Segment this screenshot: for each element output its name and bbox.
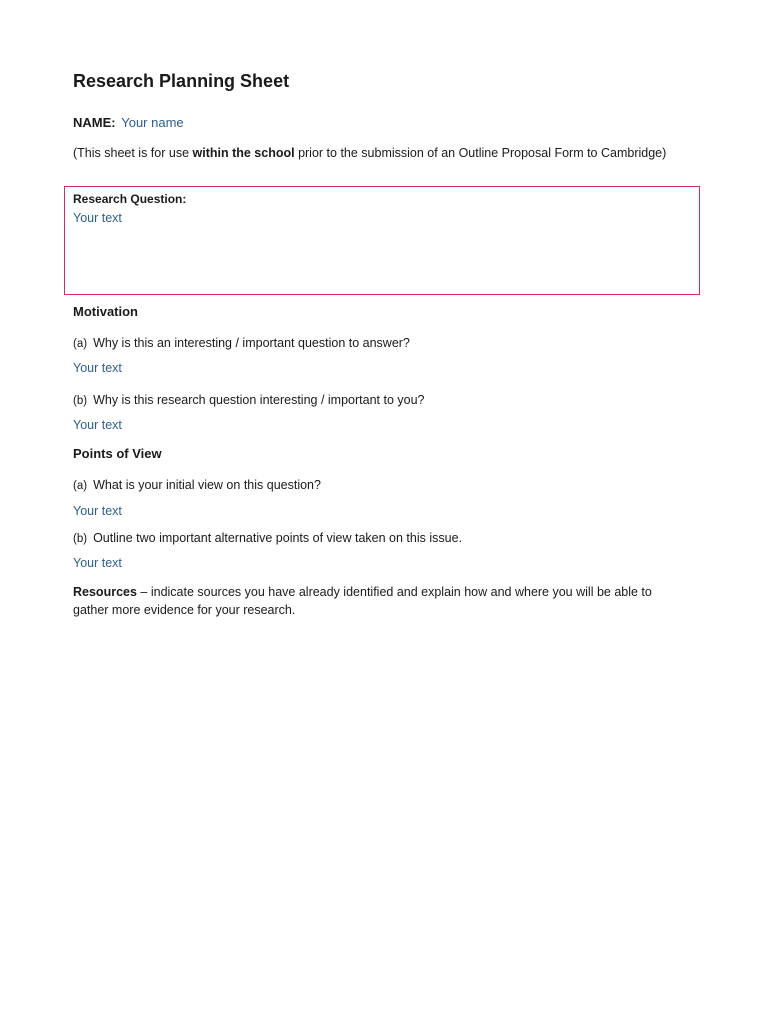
- question-marker: (a): [73, 480, 88, 492]
- question-marker: (b): [73, 533, 88, 545]
- question-text: Why is this research question interesting / important to you?: [93, 393, 425, 407]
- research-question-field[interactable]: Your text: [73, 211, 122, 225]
- name-field[interactable]: Your name: [121, 115, 184, 130]
- question-text: Why is this an interesting / important question to answer?: [93, 336, 410, 350]
- intro-prefix: (This sheet is for use: [73, 146, 193, 160]
- intro-note: [73, 146, 666, 160]
- motivation-answer-b-field[interactable]: Your text: [73, 418, 122, 432]
- pov-question-a: [73, 478, 321, 492]
- pov-answer-a-field[interactable]: Your text: [73, 504, 122, 518]
- question-text: What is your initial view on this question?: [93, 478, 321, 492]
- motivation-question-b: [73, 393, 424, 407]
- motivation-answer-a-field[interactable]: Your text: [73, 361, 122, 375]
- resources-paragraph: [73, 583, 673, 619]
- motivation-question-a: [73, 336, 410, 350]
- pov-question-b: [73, 531, 462, 545]
- motivation-heading: Motivation: [73, 304, 138, 319]
- name-row: [73, 115, 184, 130]
- intro-suffix: prior to the submission of an Outline Proposal Form to Cambridge): [294, 146, 667, 160]
- resources-text: – indicate sources you have already identified and explain how and where you will be able to gather more evidence for your research.: [73, 585, 652, 617]
- question-marker: (a): [73, 338, 88, 350]
- name-label: NAME:: [73, 115, 116, 130]
- question-marker: (b): [73, 395, 88, 407]
- points-of-view-heading: Points of View: [73, 446, 162, 461]
- resources-label: Resources: [73, 585, 137, 599]
- pov-answer-b-field[interactable]: Your text: [73, 556, 122, 570]
- page-title: Research Planning Sheet: [73, 71, 290, 91]
- intro-bold: within the school: [192, 146, 295, 160]
- research-question-box: [64, 186, 700, 295]
- research-question-label: Research Question:: [73, 192, 187, 206]
- question-text: Outline two important alternative points of view taken on this issue.: [93, 531, 463, 545]
